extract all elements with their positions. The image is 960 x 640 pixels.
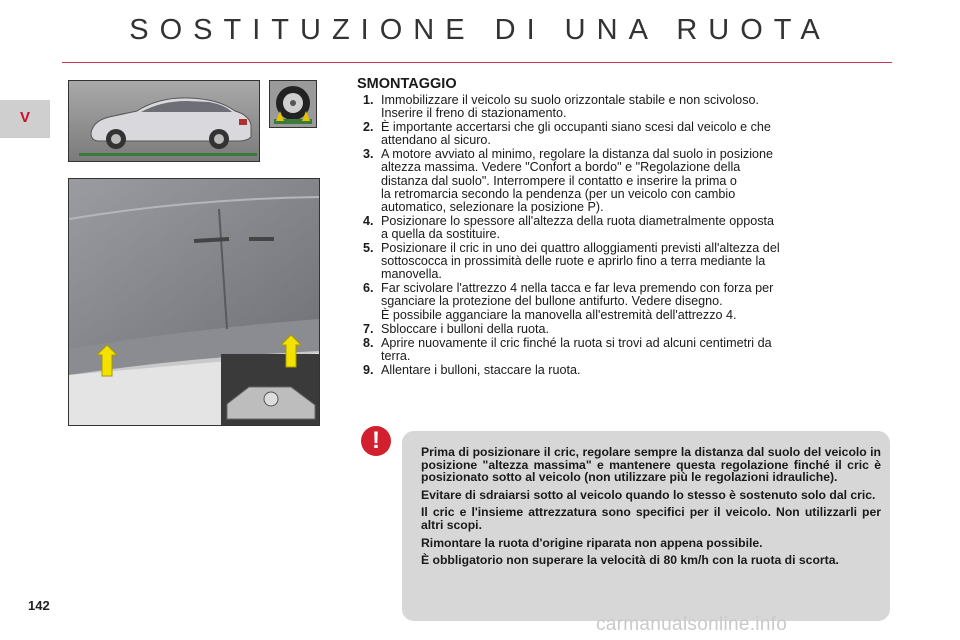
warning-text [421,446,881,572]
step-item: 1. Immobilizzare il veicolo su suolo orizzontale stabile e non scivoloso. Inserire il freno di stazionamento. [363,93,759,121]
warning-paragraph: Prima di posizionare il cric, regolare sempre la distanza dal suolo del veicolo in posizione "altezza massima" e mantenere questa regolazione finché il cric è posizionato sotto al veicolo (non utilizzare più le regolazioni idrauliche). [421,445,881,485]
step-item: 8. Aprire nuovamente il cric finché la ruota si trovi ad alcuni centimetri da terra. [363,335,772,363]
chapter-tab[interactable] [0,100,50,138]
step-item: 9. Allentare i bulloni, staccare la ruota. [363,362,581,377]
warning-paragraph: Il cric e l'insieme attrezzatura sono specifici per il veicolo. Non utilizzarli per altri scopi. [421,505,881,532]
step-item: 5. Posizionare il cric in uno dei quattro alloggiamenti previsti all'altezza del sottoscocca in prossimità delle ruote e aprirlo fino a terra mediante la manovella. [363,241,780,282]
watermark[interactable]: carmanualsonline.info [596,614,788,635]
title-divider [62,62,892,63]
wheel-chock-illustration [269,80,317,128]
chapter-tab-label: V [19,109,30,126]
car-side-illustration [68,80,260,162]
jack-points-illustration [68,178,320,426]
step-item: 4. Posizionare lo spessore all'altezza della ruota diametralmente opposta a quella da sostituire. [363,213,775,241]
step-item: 3. A motore avviato al minimo, regolare la distanza dal suolo in posizione altezza massima. Vedere "Confort a bordo" e "Regolazione della distanza dal suolo". Interrompere il contatto e inserire la prima o la retromarcia secondo la pendenza (per un veicolo con cambio automatico, selezionare la posizione P). [363,147,774,214]
step-item: 2. È importante accertarsi che gli occupanti siano scesi dal veicolo e che attendano al sicuro. [363,120,771,148]
steps-list [357,94,897,377]
warning-paragraph: Evitare di sdraiarsi sotto al veicolo quando lo stesso è sostenuto solo dal cric. [421,487,876,502]
step-item: 7. Sbloccare i bulloni della ruota. [363,321,550,336]
section-heading: SMONTAGGIO [357,76,457,92]
dismantling-section [357,76,897,378]
warning-paragraph: Rimontare la ruota d'origine riparata non appena possibile. [421,535,763,550]
page-title: SOSTITUZIONE DI UNA RUOTA [129,14,831,46]
warning-paragraph: È obbligatorio non superare la velocità di 80 km/h con la ruota di scorta. [421,553,839,568]
step-item: 6. Far scivolare l'attrezzo 4 nella tacca e far leva premendo con forza per sganciare la protezione del bullone antifurto. Vedere disegno. È possibile agganciare la manovella all'estremità dell'attrezzo 4. [363,281,774,322]
exclamation-icon: ! [361,426,391,456]
page-number: 142 [28,598,50,613]
